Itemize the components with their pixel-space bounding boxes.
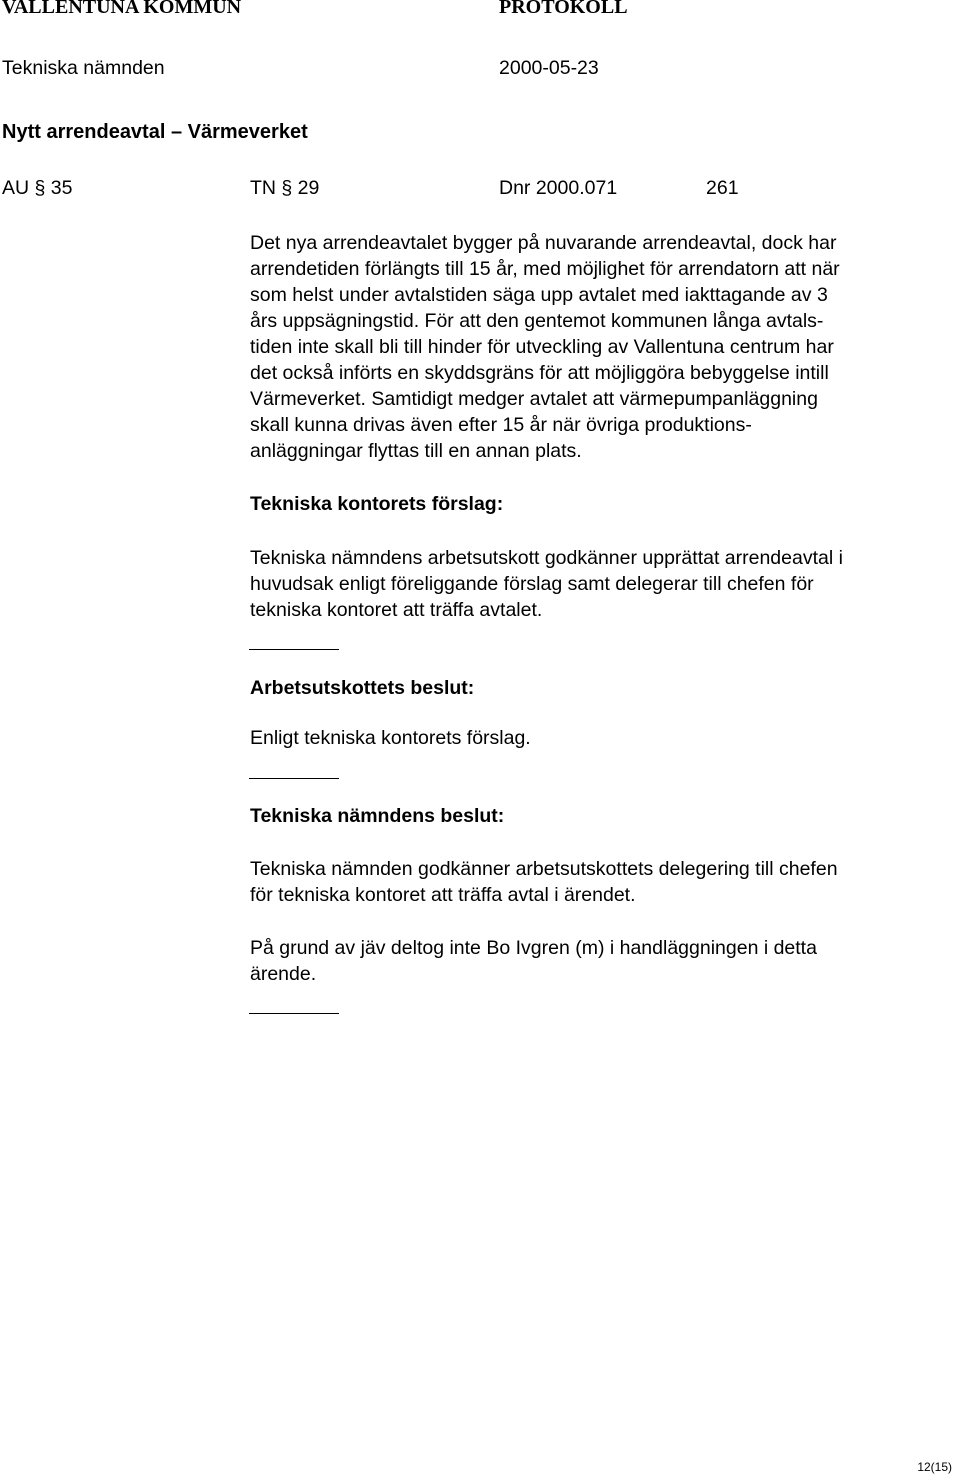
tn-decision-heading: Tekniska nämndens beslut: — [250, 805, 505, 827]
body-line: tiden inte skall bli till hinder för utveckling av Vallentuna centrum har — [250, 336, 834, 358]
body-paragraph — [250, 230, 955, 464]
tn-decision-line: Tekniska nämnden godkänner arbetsutskottets delegering till chefen — [250, 858, 838, 880]
body-line: skall kunna drivas även efter 15 år när övriga produktions- — [250, 414, 752, 436]
organization-name: VALLENTUNA KOMMUN — [2, 0, 242, 18]
body-line: arrendetiden förlängts till 15 år, med möjlighet för arrendatorn att när — [250, 258, 840, 280]
body-line: Det nya arrendeavtalet bygger på nuvarande arrendeavtal, dock har — [250, 232, 837, 254]
note-line: ärende. — [250, 963, 317, 985]
separator-rule — [249, 649, 339, 650]
au-decision-text: Enligt tekniska kontorets förslag. — [250, 727, 531, 749]
body-line: års uppsägningstid. För att den gentemot kommunen långa avtals- — [250, 310, 824, 332]
meeting-date: 2000-05-23 — [499, 57, 599, 79]
diary-number: Dnr 2000.071 — [499, 177, 618, 199]
tn-decision-line: för tekniska kontoret att träffa avtal i ärendet. — [250, 884, 636, 906]
page-title: Nytt arrendeavtal – Värmeverket — [2, 121, 308, 143]
body-line: som helst under avtalstiden säga upp avtalet med iakttagande av 3 — [250, 284, 828, 306]
proposal-heading: Tekniska kontorets förslag: — [250, 493, 504, 515]
archive-code: 261 — [706, 177, 739, 199]
committee-name: Tekniska nämnden — [2, 57, 165, 79]
note-line: På grund av jäv deltog inte Bo Ivgren (m) i handläggningen i detta — [250, 937, 817, 959]
proposal-text — [250, 545, 955, 623]
au-reference: AU § 35 — [2, 177, 73, 199]
tn-decision-text — [250, 856, 955, 908]
page-number: 12(15) — [917, 1460, 952, 1474]
body-line: anläggningar flyttas till en annan plats. — [250, 440, 582, 462]
document-type: PROTOKOLL — [499, 0, 628, 18]
separator-rule — [249, 778, 339, 779]
body-line: det också införts en skyddsgräns för att möjliggöra bebyggelse intill — [250, 362, 829, 384]
au-decision-heading: Arbetsutskottets beslut: — [250, 677, 475, 699]
tn-reference: TN § 29 — [250, 177, 320, 199]
proposal-line: tekniska kontoret att träffa avtalet. — [250, 599, 543, 621]
proposal-line: Tekniska nämndens arbetsutskott godkänner upprättat arrendeavtal i — [250, 547, 843, 569]
proposal-line: huvudsak enligt föreliggande förslag samt delegerar till chefen för — [250, 573, 814, 595]
body-line: Värmeverket. Samtidigt medger avtalet att värmepumpanläggning — [250, 388, 818, 410]
separator-rule — [249, 1013, 339, 1014]
disqualification-note — [250, 935, 955, 987]
